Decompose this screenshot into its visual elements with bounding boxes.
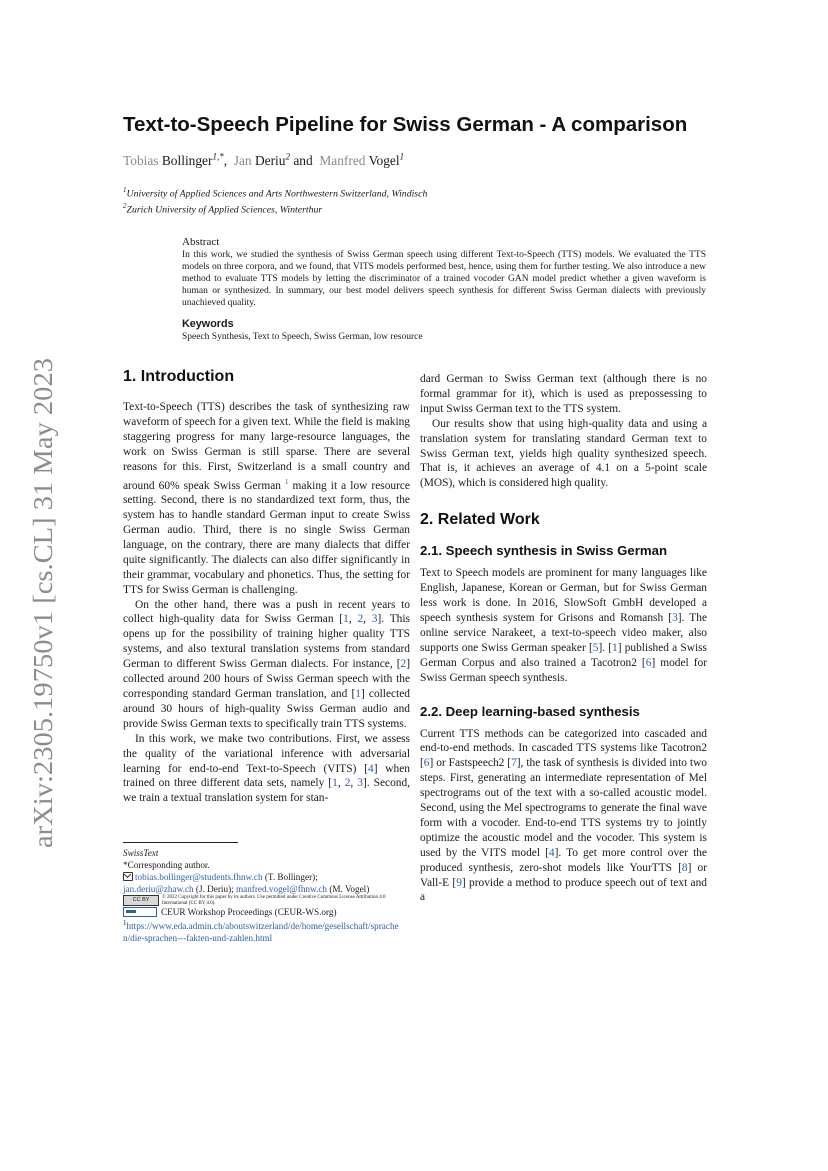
section-related-work-heading: 2. Related Work [420, 511, 540, 529]
affiliation-1: $^1$University of Applied Sciences and Arts Northwestern Switzerland, Windisch [123, 186, 428, 200]
author-3: Manfred Vogel$^1$ [319, 152, 405, 169]
abstract-heading: Abstract [182, 236, 220, 248]
email-link-bollinger[interactable]: tobias.bollinger@students.fhnw.ch [135, 872, 263, 882]
paper-title: Text-to-Speech Pipeline for Swiss German - A comparison [123, 113, 688, 136]
footnote-rule [123, 842, 238, 843]
email-link-deriu[interactable]: jan.deriu@zhaw.ch [123, 884, 194, 894]
related-paragraph-1: Text to Speech models are prominent for many languages like English, Japanese, Korean or German, but for Swiss German less work is done. In 2016, SlowSoft GmbH developed a speech synthesis system for Grisons and Romansh [3]. The online service Narakeet, a text-to-speech video maker, also supports one Swiss German speaker [5]. [1] published a Swiss German Corpus and also trained a Tacotron2 [6] model for Swiss German speech synthesis. [420, 567, 708, 684]
right-column [420, 372, 707, 905]
keywords-heading: Keywords [182, 318, 234, 330]
affiliation-2: $^2$Zurich University of Applied Sciences, Winterthur [123, 202, 323, 216]
left-column [123, 368, 410, 806]
keywords-section [182, 318, 706, 343]
related-paragraph-2: Current TTS methods can be categorized into cascaded and end-to-end methods. In cascaded TTS systems like Tacotron2 [6] or Fastspeech2 [7], the task of synthesis is divided into two steps. First, generating an intermediate representation of Mel spectrograms out of the text with a so-called acoustic model. Second, using the Mel spectrograms to generate the final wave form with a vocoder. End-to-end TTS systems try to jointly optimize the acoustic model and the vocoder. This system is used by the VITS model [4]. To get more control over the produced synthesis, zero-shot models like YourTTS [8] or Vall-E [9] provide a method to produce speech out of text and a [420, 727, 707, 904]
cc-by-badge: CC BY [123, 895, 159, 906]
arxiv-stamp [22, 356, 62, 856]
footnotes [123, 842, 410, 944]
ceur-line: CEUR Workshop Proceedings (CEUR-WS.org) [123, 907, 410, 917]
ceur-logo-icon [123, 907, 157, 917]
author-list [123, 152, 404, 169]
abstract-text: In this work, we studied the synthesis of Swiss German speech using different Text-to-Speech (TTS) models. We evaluated the TTS models on three corpora, and we found, that VITS models performed best, hence, using them for further testing. We also introduce a new method to evaluate TTS models by letting the discriminator of a trained vocoder GAN model predict whether a given waveform is human or synthesized. In summary, our best model delivers speech synthesis for different Swiss German dialects with previously unachieved quality. [182, 250, 706, 309]
author-1: Tobias Bollinger$^{1,*}$, [123, 152, 234, 169]
intro-paragraph-1: Text-to-Speech (TTS) describes the task of synthesizing raw waveform of speech for a given text. While the field is making staggering progress for many large-resource languages, the work on Swiss German is still sparse. There are several reasons for this. First, Switzerland is a small country and around 60% speak Swiss German $^1$ making it a low resource setting. Second, there is no standardized text form, thus, the system has to handle standard German input to create Swiss German audio. Third, there is no single Swiss German language, on the contrary, there are many dialects that differ quite significantly. The dialects can also differ significantly in their grammar, vocabulary and phonetics. Thus, the setting for TTS for Swiss German is challenging. [123, 401, 410, 596]
arxiv-id: arXiv:2305.19750v1 [cs.CL] 31 May 2023 [27, 375, 58, 848]
intro-paragraph-2: On the other hand, there was a push in recent years to collect high-quality data for Swiss German [1, 2, 3]. This opens up for the possibility of training higher quality TTS systems, and also textural translation systems from standard German to different Swiss German dialects. For instance, [2] collected around 200 hours of Swiss German speech with the corresponding standard German translation, and [1] collected around 30 hours of high-quality Swiss German audio and provide Swiss German texts to specifically train TTS systems. [123, 598, 410, 730]
email-link-vogel[interactable]: manfred.vogel@fhnw.ch [235, 884, 328, 894]
footnote-1-link[interactable]: https://www.eda.admin.ch/aboutswitzerland/de/home/gesellschaft/sprachen/die-sprachen---fakten-und-zahlen.html [123, 921, 399, 944]
license-text: © 2022 Copyright for this paper by its authors. Use permitted under Creative Commons License Attribution 4.0 International (CC BY 4.0). [162, 895, 386, 906]
ceur-link[interactable]: CEUR-WS.org [277, 907, 334, 917]
section-introduction-heading: 1. Introduction [123, 368, 235, 385]
intro-paragraph-4: dard German to Swiss German text (although there is no formal grammar for it), which is used as prepossessing to input Swiss German text to the TTS system. [420, 373, 707, 415]
keywords-text: Speech Synthesis, Text to Speech, Swiss German, low resource [182, 332, 423, 342]
intro-paragraph-5: Our results show that using high-quality data and using a translation system for translating standard German text to Swiss German text, yields high quality synthesized speech. That is, it achieves an average of 4.1 on a 5-point scale (MOS), which is considered high quality. [420, 417, 707, 490]
subsection-swiss-german-heading: 2.1. Speech synthesis in Swiss German [420, 543, 668, 559]
footnote-emails-1: tobias.bollinger@students.fhnw.ch (T. Bollinger); [123, 871, 410, 883]
subsection-deep-learning-heading: 2.2. Deep learning-based synthesis [420, 703, 640, 719]
envelope-icon [123, 872, 133, 881]
author-2: Jan Deriu$^2$ and [233, 152, 320, 169]
footnote-1: $^1$https://www.eda.admin.ch/aboutswitzerland/de/home/gesellschaft/sprachen/die-sprachen---fakten-und-zahlen.html [123, 919, 399, 944]
footnote-venue: SwissText [123, 848, 159, 858]
abstract-section [182, 236, 706, 309]
license-line [123, 895, 410, 907]
footnote-emails-2: jan.deriu@zhaw.ch (J. Deriu); manfred.vogel@fhnw.ch (M. Vogel) [123, 884, 370, 894]
intro-paragraph-3: In this work, we make two contributions. First, we assess the quality of the variational inference with adversarial learning for end-to-end Text-to-Speech (VITS) [4] when trained on three different data sets, namely [1, 2, 3]. Second, we train a textual translation system for stan- [123, 732, 411, 805]
footnote-corresponding: *Corresponding author. [123, 860, 210, 870]
